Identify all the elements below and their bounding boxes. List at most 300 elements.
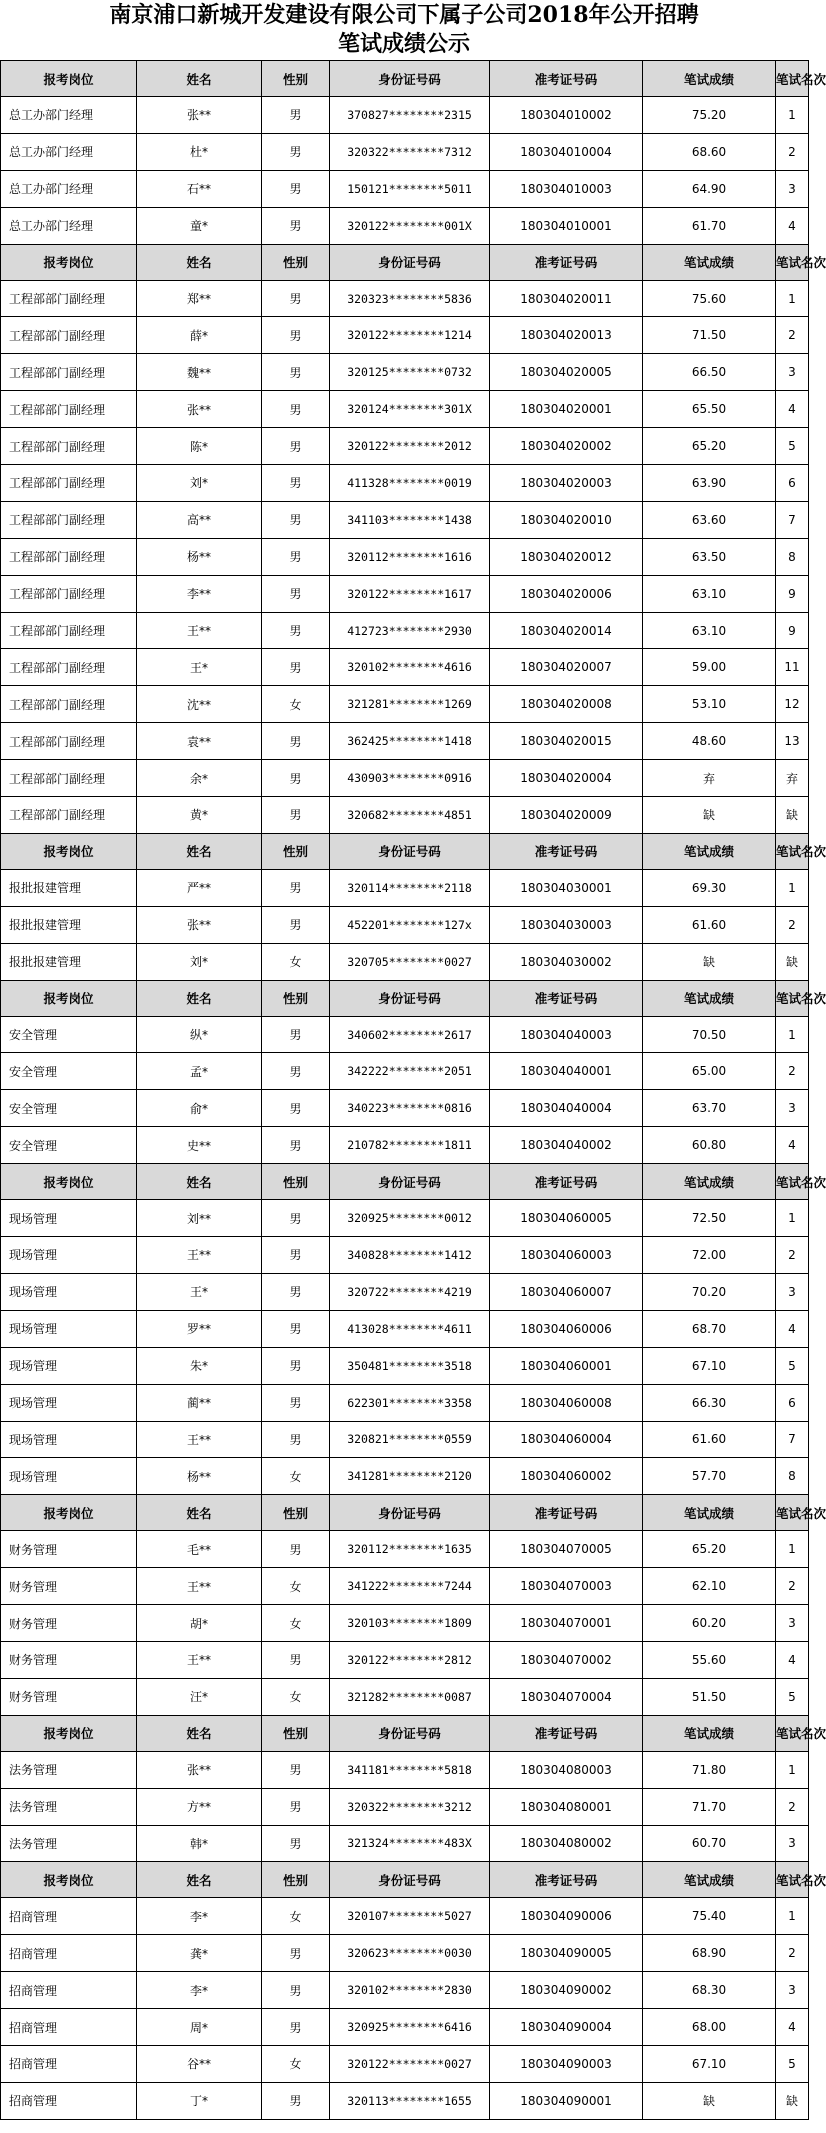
cell-score: 60.70 <box>643 1825 776 1862</box>
cell-position: 招商管理 <box>1 1972 137 2009</box>
header-rank: 笔试名次 <box>776 980 809 1016</box>
header-rank: 笔试名次 <box>776 61 809 97</box>
cell-id-number: 320322********3212 <box>330 1788 490 1825</box>
header-score: 笔试成绩 <box>643 1862 776 1898</box>
cell-position: 现场管理 <box>1 1200 137 1237</box>
cell-exam-number: 180304020005 <box>490 354 643 391</box>
cell-name: 陈* <box>137 428 262 465</box>
cell-id-number: 150121********5011 <box>330 170 490 207</box>
document-title <box>0 0 808 60</box>
cell-rank: 4 <box>776 1641 809 1678</box>
header-score: 笔试成绩 <box>643 244 776 280</box>
table-row <box>1 1531 809 1568</box>
header-row <box>1 61 809 97</box>
cell-name: 严** <box>137 869 262 906</box>
cell-rank: 7 <box>776 501 809 538</box>
header-gender: 性别 <box>262 61 330 97</box>
cell-rank: 8 <box>776 538 809 575</box>
header-name: 姓名 <box>137 1715 262 1751</box>
header-gender: 性别 <box>262 1862 330 1898</box>
cell-gender: 男 <box>262 2082 330 2119</box>
cell-exam-number: 180304060007 <box>490 1273 643 1310</box>
cell-position: 招商管理 <box>1 2009 137 2046</box>
header-exam-number: 准考证号码 <box>490 833 643 869</box>
cell-score: 63.10 <box>643 575 776 612</box>
cell-name: 石** <box>137 170 262 207</box>
header-name: 姓名 <box>137 244 262 280</box>
cell-exam-number: 180304060001 <box>490 1347 643 1384</box>
cell-position: 招商管理 <box>1 2082 137 2119</box>
cell-position: 财务管理 <box>1 1531 137 1568</box>
cell-rank: 1 <box>776 1016 809 1053</box>
header-id-number: 身份证号码 <box>330 1715 490 1751</box>
cell-position: 报批报建管理 <box>1 943 137 980</box>
cell-score: 66.50 <box>643 354 776 391</box>
cell-rank: 4 <box>776 1310 809 1347</box>
cell-id-number: 320122********2812 <box>330 1641 490 1678</box>
cell-score: 55.60 <box>643 1641 776 1678</box>
cell-name: 沈** <box>137 686 262 723</box>
cell-exam-number: 180304020012 <box>490 538 643 575</box>
cell-exam-number: 180304040004 <box>490 1090 643 1127</box>
cell-name: 纵* <box>137 1016 262 1053</box>
cell-gender: 男 <box>262 133 330 170</box>
table-row <box>1 943 809 980</box>
cell-exam-number: 180304020001 <box>490 391 643 428</box>
header-id-number: 身份证号码 <box>330 61 490 97</box>
cell-position: 法务管理 <box>1 1825 137 1862</box>
cell-exam-number: 180304020011 <box>490 280 643 317</box>
cell-position: 工程部部门副经理 <box>1 760 137 797</box>
cell-exam-number: 180304060005 <box>490 1200 643 1237</box>
cell-gender: 男 <box>262 170 330 207</box>
header-score: 笔试成绩 <box>643 61 776 97</box>
header-position: 报考岗位 <box>1 1715 137 1751</box>
cell-exam-number: 180304060006 <box>490 1310 643 1347</box>
cell-score: 75.40 <box>643 1898 776 1935</box>
cell-gender: 男 <box>262 1531 330 1568</box>
cell-gender: 男 <box>262 1090 330 1127</box>
table-row <box>1 465 809 502</box>
cell-rank: 1 <box>776 1531 809 1568</box>
table-row <box>1 1053 809 1090</box>
cell-id-number: 341222********7244 <box>330 1568 490 1605</box>
table-row <box>1 1568 809 1605</box>
table-row <box>1 1421 809 1458</box>
cell-id-number: 320925********0012 <box>330 1200 490 1237</box>
header-score: 笔试成绩 <box>643 833 776 869</box>
cell-score: 63.50 <box>643 538 776 575</box>
header-id-number: 身份证号码 <box>330 244 490 280</box>
cell-score: 65.20 <box>643 1531 776 1568</box>
header-exam-number: 准考证号码 <box>490 1715 643 1751</box>
cell-position: 工程部部门副经理 <box>1 391 137 428</box>
cell-id-number: 320122********1617 <box>330 575 490 612</box>
cell-id-number: 340828********1412 <box>330 1237 490 1274</box>
cell-name: 刘* <box>137 465 262 502</box>
cell-id-number: 350481********3518 <box>330 1347 490 1384</box>
cell-id-number: 320682********4851 <box>330 797 490 834</box>
cell-exam-number: 180304090003 <box>490 2045 643 2082</box>
table-row <box>1 170 809 207</box>
header-row <box>1 1495 809 1531</box>
cell-exam-number: 180304040002 <box>490 1127 643 1164</box>
cell-id-number: 320122********001X <box>330 207 490 244</box>
cell-gender: 男 <box>262 797 330 834</box>
cell-gender: 男 <box>262 723 330 760</box>
cell-gender: 男 <box>262 280 330 317</box>
cell-score: 64.90 <box>643 170 776 207</box>
table-row <box>1 686 809 723</box>
cell-gender: 男 <box>262 612 330 649</box>
cell-gender: 男 <box>262 354 330 391</box>
cell-score: 48.60 <box>643 723 776 760</box>
cell-position: 财务管理 <box>1 1605 137 1642</box>
cell-position: 工程部部门副经理 <box>1 575 137 612</box>
cell-name: 王** <box>137 1641 262 1678</box>
header-row <box>1 1164 809 1200</box>
cell-rank: 4 <box>776 391 809 428</box>
cell-name: 毛** <box>137 1531 262 1568</box>
cell-rank: 9 <box>776 612 809 649</box>
cell-exam-number: 180304090002 <box>490 1972 643 2009</box>
cell-name: 高** <box>137 501 262 538</box>
cell-name: 王** <box>137 1421 262 1458</box>
cell-id-number: 413028********4611 <box>330 1310 490 1347</box>
cell-id-number: 320705********0027 <box>330 943 490 980</box>
cell-id-number: 320323********5836 <box>330 280 490 317</box>
cell-name: 李** <box>137 575 262 612</box>
cell-rank: 3 <box>776 1605 809 1642</box>
cell-rank: 4 <box>776 2009 809 2046</box>
header-id-number: 身份证号码 <box>330 1164 490 1200</box>
cell-gender: 男 <box>262 1641 330 1678</box>
table-row <box>1 1458 809 1495</box>
header-rank: 笔试名次 <box>776 244 809 280</box>
cell-score: 63.60 <box>643 501 776 538</box>
cell-exam-number: 180304010004 <box>490 133 643 170</box>
cell-id-number: 320103********1809 <box>330 1605 490 1642</box>
cell-name: 张** <box>137 97 262 134</box>
cell-score: 60.20 <box>643 1605 776 1642</box>
cell-position: 工程部部门副经理 <box>1 354 137 391</box>
cell-name: 俞* <box>137 1090 262 1127</box>
cell-rank: 5 <box>776 1347 809 1384</box>
table-row <box>1 1751 809 1788</box>
header-exam-number: 准考证号码 <box>490 980 643 1016</box>
cell-position: 招商管理 <box>1 2045 137 2082</box>
cell-id-number: 320112********1616 <box>330 538 490 575</box>
table-row <box>1 501 809 538</box>
cell-exam-number: 180304090001 <box>490 2082 643 2119</box>
cell-id-number: 321324********483X <box>330 1825 490 1862</box>
cell-score: 68.30 <box>643 1972 776 2009</box>
cell-rank: 4 <box>776 1127 809 1164</box>
cell-id-number: 320925********6416 <box>330 2009 490 2046</box>
table-row <box>1 1825 809 1862</box>
cell-name: 杜* <box>137 133 262 170</box>
cell-position: 工程部部门副经理 <box>1 612 137 649</box>
table-row <box>1 391 809 428</box>
cell-rank: 2 <box>776 317 809 354</box>
cell-rank: 缺 <box>776 2082 809 2119</box>
cell-rank: 6 <box>776 465 809 502</box>
table-row <box>1 2009 809 2046</box>
cell-position: 安全管理 <box>1 1090 137 1127</box>
cell-name: 丁* <box>137 2082 262 2119</box>
cell-gender: 男 <box>262 1825 330 1862</box>
cell-id-number: 341103********1438 <box>330 501 490 538</box>
cell-name: 韩* <box>137 1825 262 1862</box>
header-gender: 性别 <box>262 833 330 869</box>
cell-position: 工程部部门副经理 <box>1 538 137 575</box>
cell-name: 童* <box>137 207 262 244</box>
cell-position: 现场管理 <box>1 1237 137 1274</box>
cell-exam-number: 180304020014 <box>490 612 643 649</box>
cell-exam-number: 180304060004 <box>490 1421 643 1458</box>
cell-position: 总工办部门经理 <box>1 97 137 134</box>
cell-name: 郑** <box>137 280 262 317</box>
cell-name: 刘** <box>137 1200 262 1237</box>
cell-exam-number: 180304020015 <box>490 723 643 760</box>
cell-id-number: 320122********1214 <box>330 317 490 354</box>
cell-position: 工程部部门副经理 <box>1 649 137 686</box>
cell-name: 蔺** <box>137 1384 262 1421</box>
cell-score: 63.70 <box>643 1090 776 1127</box>
cell-name: 方** <box>137 1788 262 1825</box>
cell-id-number: 320322********7312 <box>330 133 490 170</box>
cell-id-number: 341281********2120 <box>330 1458 490 1495</box>
cell-exam-number: 180304070004 <box>490 1678 643 1715</box>
cell-position: 招商管理 <box>1 1898 137 1935</box>
cell-score: 68.60 <box>643 133 776 170</box>
cell-rank: 1 <box>776 1751 809 1788</box>
cell-position: 法务管理 <box>1 1751 137 1788</box>
cell-name: 张** <box>137 391 262 428</box>
table-row <box>1 1347 809 1384</box>
cell-rank: 12 <box>776 686 809 723</box>
header-rank: 笔试名次 <box>776 1862 809 1898</box>
header-gender: 性别 <box>262 980 330 1016</box>
header-id-number: 身份证号码 <box>330 833 490 869</box>
cell-score: 71.50 <box>643 317 776 354</box>
cell-id-number: 412723********2930 <box>330 612 490 649</box>
cell-name: 杨** <box>137 538 262 575</box>
header-position: 报考岗位 <box>1 244 137 280</box>
table-row <box>1 1972 809 2009</box>
cell-name: 史** <box>137 1127 262 1164</box>
header-position: 报考岗位 <box>1 1164 137 1200</box>
cell-name: 王** <box>137 612 262 649</box>
header-rank: 笔试名次 <box>776 1495 809 1531</box>
results-table <box>0 60 826 2120</box>
header-name: 姓名 <box>137 1862 262 1898</box>
cell-position: 现场管理 <box>1 1458 137 1495</box>
header-exam-number: 准考证号码 <box>490 1495 643 1531</box>
header-position: 报考岗位 <box>1 61 137 97</box>
cell-gender: 男 <box>262 317 330 354</box>
table-row <box>1 1898 809 1935</box>
cell-rank: 13 <box>776 723 809 760</box>
cell-position: 工程部部门副经理 <box>1 723 137 760</box>
header-gender: 性别 <box>262 1164 330 1200</box>
header-rank: 笔试名次 <box>776 1164 809 1200</box>
cell-gender: 男 <box>262 2009 330 2046</box>
cell-exam-number: 180304020004 <box>490 760 643 797</box>
cell-gender: 男 <box>262 207 330 244</box>
cell-exam-number: 180304010001 <box>490 207 643 244</box>
table-row <box>1 1384 809 1421</box>
cell-id-number: 320122********0027 <box>330 2045 490 2082</box>
cell-id-number: 340602********2617 <box>330 1016 490 1053</box>
cell-rank: 1 <box>776 1898 809 1935</box>
table-row <box>1 2045 809 2082</box>
cell-rank: 4 <box>776 207 809 244</box>
cell-score: 59.00 <box>643 649 776 686</box>
header-name: 姓名 <box>137 1495 262 1531</box>
cell-score: 63.10 <box>643 612 776 649</box>
cell-gender: 女 <box>262 1898 330 1935</box>
cell-position: 现场管理 <box>1 1421 137 1458</box>
cell-rank: 1 <box>776 1200 809 1237</box>
header-rank: 笔试名次 <box>776 833 809 869</box>
cell-gender: 男 <box>262 1200 330 1237</box>
cell-id-number: 320113********1655 <box>330 2082 490 2119</box>
table-row <box>1 428 809 465</box>
cell-position: 报批报建管理 <box>1 906 137 943</box>
cell-position: 总工办部门经理 <box>1 207 137 244</box>
cell-exam-number: 180304040001 <box>490 1053 643 1090</box>
cell-name: 龚* <box>137 1935 262 1972</box>
cell-name: 王** <box>137 1568 262 1605</box>
table-row <box>1 723 809 760</box>
cell-name: 王* <box>137 1273 262 1310</box>
cell-gender: 男 <box>262 538 330 575</box>
cell-name: 刘* <box>137 943 262 980</box>
cell-gender: 女 <box>262 943 330 980</box>
cell-name: 周* <box>137 2009 262 2046</box>
table-row <box>1 1678 809 1715</box>
cell-score: 53.10 <box>643 686 776 723</box>
cell-gender: 男 <box>262 1310 330 1347</box>
cell-rank: 6 <box>776 1384 809 1421</box>
header-gender: 性别 <box>262 244 330 280</box>
cell-name: 王* <box>137 649 262 686</box>
cell-gender: 男 <box>262 1237 330 1274</box>
cell-position: 总工办部门经理 <box>1 133 137 170</box>
cell-name: 魏** <box>137 354 262 391</box>
results-table-body <box>1 61 826 2120</box>
cell-exam-number: 180304070001 <box>490 1605 643 1642</box>
cell-score: 60.80 <box>643 1127 776 1164</box>
table-row <box>1 575 809 612</box>
cell-gender: 女 <box>262 1605 330 1642</box>
cell-rank: 5 <box>776 2045 809 2082</box>
header-position: 报考岗位 <box>1 833 137 869</box>
cell-id-number: 320102********2830 <box>330 1972 490 2009</box>
cell-id-number: 320124********301X <box>330 391 490 428</box>
header-position: 报考岗位 <box>1 1495 137 1531</box>
cell-rank: 7 <box>776 1421 809 1458</box>
table-row <box>1 649 809 686</box>
cell-position: 安全管理 <box>1 1053 137 1090</box>
cell-score: 57.70 <box>643 1458 776 1495</box>
cell-score: 66.30 <box>643 1384 776 1421</box>
cell-position: 工程部部门副经理 <box>1 501 137 538</box>
cell-gender: 男 <box>262 1751 330 1788</box>
cell-score: 65.00 <box>643 1053 776 1090</box>
cell-id-number: 370827********2315 <box>330 97 490 134</box>
cell-rank: 缺 <box>776 797 809 834</box>
cell-position: 工程部部门副经理 <box>1 280 137 317</box>
cell-gender: 男 <box>262 1788 330 1825</box>
cell-id-number: 430903********0916 <box>330 760 490 797</box>
cell-id-number: 320623********0030 <box>330 1935 490 1972</box>
header-name: 姓名 <box>137 61 262 97</box>
cell-id-number: 320112********1635 <box>330 1531 490 1568</box>
cell-gender: 男 <box>262 1016 330 1053</box>
cell-exam-number: 180304020007 <box>490 649 643 686</box>
cell-id-number: 321281********1269 <box>330 686 490 723</box>
cell-gender: 男 <box>262 1384 330 1421</box>
header-id-number: 身份证号码 <box>330 1495 490 1531</box>
table-row <box>1 133 809 170</box>
table-row <box>1 797 809 834</box>
cell-name: 谷** <box>137 2045 262 2082</box>
cell-rank: 9 <box>776 575 809 612</box>
cell-gender: 男 <box>262 906 330 943</box>
header-row <box>1 980 809 1016</box>
header-row <box>1 833 809 869</box>
cell-exam-number: 180304080003 <box>490 1751 643 1788</box>
cell-position: 工程部部门副经理 <box>1 428 137 465</box>
cell-score: 51.50 <box>643 1678 776 1715</box>
cell-exam-number: 180304020003 <box>490 465 643 502</box>
cell-name: 罗** <box>137 1310 262 1347</box>
cell-rank: 2 <box>776 1568 809 1605</box>
cell-id-number: 452201********127x <box>330 906 490 943</box>
cell-score: 70.20 <box>643 1273 776 1310</box>
cell-position: 现场管理 <box>1 1384 137 1421</box>
cell-name: 薛* <box>137 317 262 354</box>
table-row <box>1 906 809 943</box>
cell-exam-number: 180304070005 <box>490 1531 643 1568</box>
cell-gender: 男 <box>262 1935 330 1972</box>
cell-id-number: 320722********4219 <box>330 1273 490 1310</box>
cell-gender: 女 <box>262 1568 330 1605</box>
cell-score: 75.60 <box>643 280 776 317</box>
cell-gender: 女 <box>262 2045 330 2082</box>
header-rank: 笔试名次 <box>776 1715 809 1751</box>
cell-exam-number: 180304020010 <box>490 501 643 538</box>
cell-score: 71.80 <box>643 1751 776 1788</box>
cell-exam-number: 180304010003 <box>490 170 643 207</box>
table-row <box>1 1935 809 1972</box>
cell-id-number: 340223********0816 <box>330 1090 490 1127</box>
header-exam-number: 准考证号码 <box>490 1164 643 1200</box>
cell-exam-number: 180304060002 <box>490 1458 643 1495</box>
cell-gender: 男 <box>262 1421 330 1458</box>
table-row <box>1 869 809 906</box>
cell-id-number: 321282********0087 <box>330 1678 490 1715</box>
cell-exam-number: 180304080001 <box>490 1788 643 1825</box>
cell-position: 招商管理 <box>1 1935 137 1972</box>
cell-name: 孟* <box>137 1053 262 1090</box>
cell-score: 61.70 <box>643 207 776 244</box>
cell-position: 法务管理 <box>1 1788 137 1825</box>
cell-position: 工程部部门副经理 <box>1 686 137 723</box>
cell-score: 缺 <box>643 2082 776 2119</box>
